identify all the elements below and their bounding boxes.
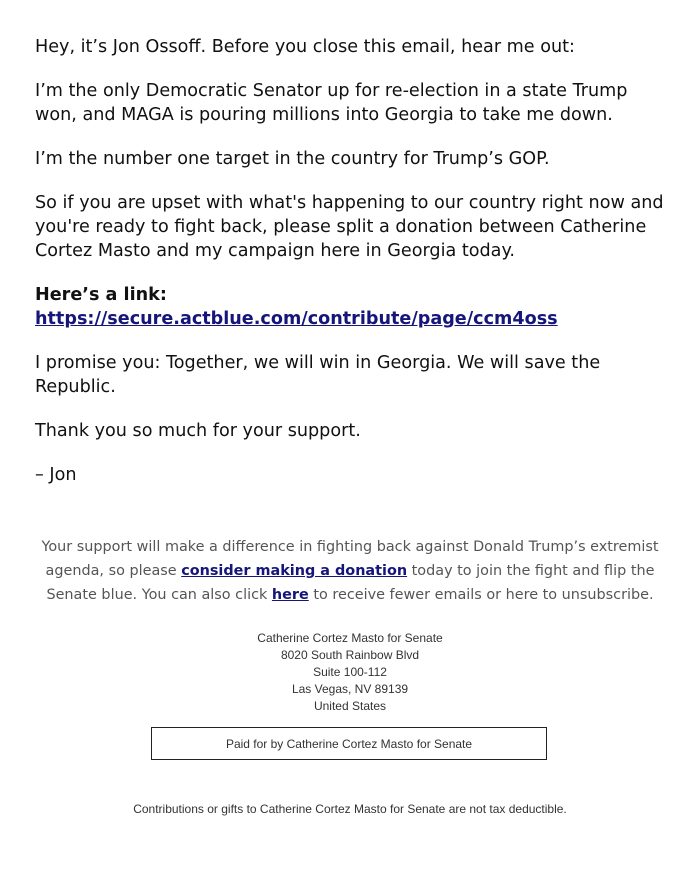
- body-paragraph: So if you are upset with what's happening to our country right now and you're ready to fight back, please split a donation between Catherine Cortez Masto and my campaign here in Georgia today.: [35, 193, 664, 261]
- address-suite: Suite 100-112: [313, 665, 387, 679]
- address-org: Catherine Cortez Masto for Senate: [257, 631, 443, 645]
- address-country: United States: [313, 699, 387, 713]
- consider-donation-link[interactable]: consider making a donation: [181, 563, 408, 579]
- address-city: Las Vegas, NV 89139: [291, 682, 409, 696]
- footer-text: Your support will make a difference in fighting back against Donald Trump’s extremist agenda, so please: [41, 539, 659, 579]
- body-paragraph: I’m the only Democratic Senator up for re-election in a state Trump won, and MAGA is pouring millions into Georgia to take me down.: [35, 81, 628, 125]
- link-lead-text: Here’s a link:: [35, 285, 167, 305]
- link-paragraph: [35, 283, 665, 331]
- fewer-emails-link[interactable]: here: [271, 587, 309, 603]
- email-body: [35, 35, 665, 507]
- signoff: – Jon: [35, 465, 77, 485]
- paid-for-disclaimer: Paid for by Catherine Cortez Masto for Senate: [151, 727, 547, 760]
- thanks-paragraph: Thank you so much for your support.: [35, 421, 361, 441]
- body-paragraph: I’m the number one target in the country for Trump’s GOP.: [35, 149, 550, 169]
- mailing-address: [0, 630, 700, 715]
- promise-paragraph: I promise you: Together, we will win in Georgia. We will save the Republic.: [35, 353, 601, 397]
- greeting-paragraph: Hey, it’s Jon Ossoff. Before you close this email, hear me out:: [35, 37, 575, 57]
- footer-note: [35, 535, 665, 607]
- actblue-donation-link[interactable]: https://secure.actblue.com/contribute/page/ccm4oss: [35, 309, 558, 329]
- footer-text: today to join the fight and flip the Senate blue. You can also click: [46, 563, 655, 603]
- tax-deductible-note: Contributions or gifts to Catherine Cortez Masto for Senate are not tax deductible.: [133, 802, 567, 816]
- address-street: 8020 South Rainbow Blvd: [280, 648, 420, 662]
- footer-text: to receive fewer emails or here to unsubscribe.: [308, 587, 654, 603]
